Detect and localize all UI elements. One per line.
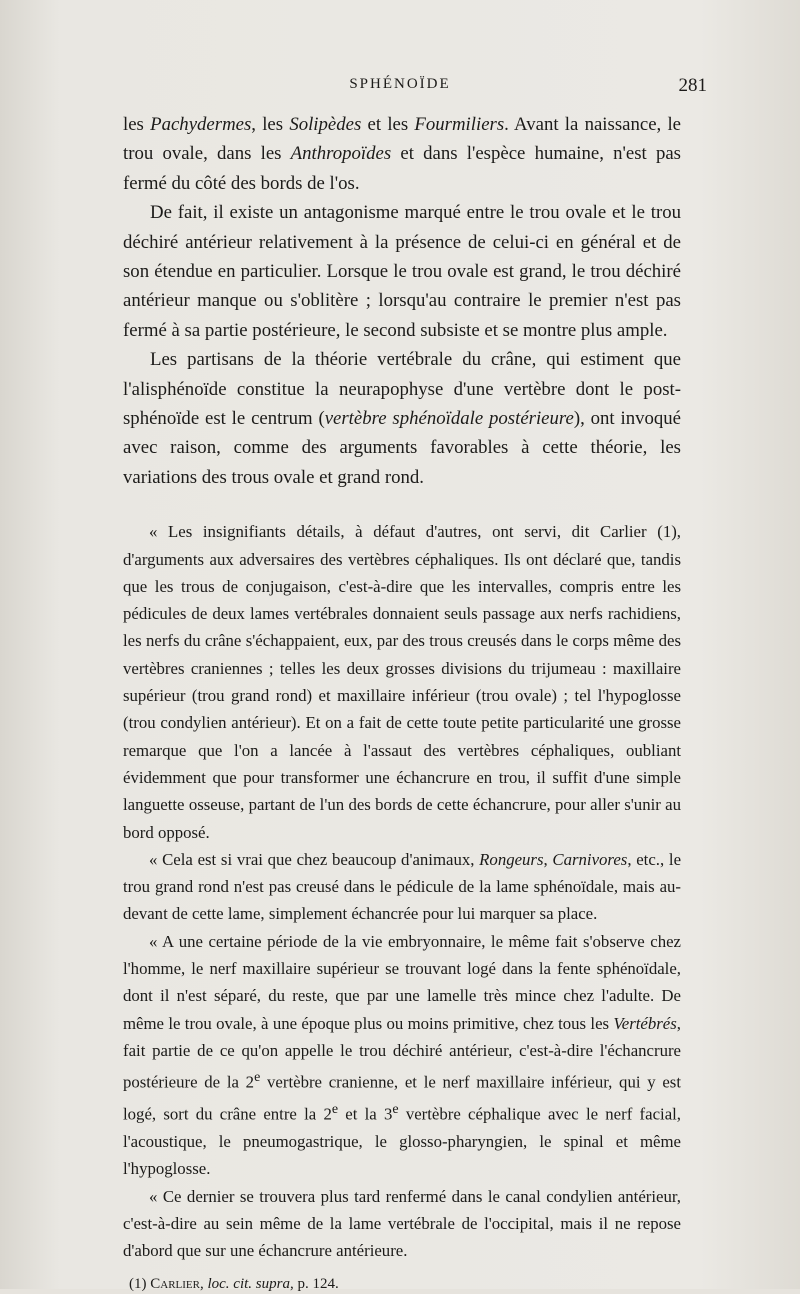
page-number: 281 bbox=[678, 75, 707, 96]
text-run: , fait partie de ce qu'on appelle le trou déchiré antérieur, c'est-à-dire l'échancrure postérieure de la 2 bbox=[123, 1013, 681, 1092]
italic-term: Solipèdes bbox=[289, 114, 362, 135]
running-title: SPHÉNOÏDE bbox=[349, 76, 451, 92]
quote-paragraph-3 bbox=[123, 928, 681, 1183]
ordinal-superscript: e bbox=[331, 1102, 339, 1118]
text-run: , bbox=[543, 849, 553, 869]
italic-term: Fourmiliers bbox=[414, 114, 505, 135]
running-head bbox=[0, 76, 800, 104]
footnote-author: Carlier bbox=[150, 1276, 200, 1293]
footnote-marker: (1) bbox=[129, 1276, 151, 1293]
text-run: Les partisans de la théorie vertébrale du crâne, qui estiment que l'alisphénoïde constitue la neurapophyse d'une vertèbre dont le post-sphénoïde est le centrum ( bbox=[123, 349, 681, 430]
quote-paragraph-2 bbox=[123, 846, 681, 928]
text-run: , bbox=[199, 1276, 208, 1293]
paragraph-3 bbox=[123, 345, 681, 492]
ordinal-superscript: e bbox=[392, 1102, 399, 1118]
text-run: , etc., le trou grand rond n'est pas creusé dans le pédicule de la lame sphénoïdale, mais au-devant de cette lame, simplement échancrée pour lui marquer sa place. bbox=[123, 849, 682, 924]
text-run: , p. 124. bbox=[289, 1276, 339, 1293]
main-text bbox=[123, 110, 681, 492]
text-run: vertèbre céphalique avec le nerf facial, l'acoustique, le pneumogastrique, le glosso-pharyngien, le spinal et même l'hypoglosse. bbox=[123, 1104, 681, 1179]
body-text bbox=[123, 110, 681, 1294]
italic-term: Vertébrés bbox=[613, 1013, 677, 1033]
paragraph-2: De fait, il existe un antagonisme marqué entre le trou ovale et le trou déchiré antérieur relativement à la présence de celui-ci en général et de son étendue en particulier. Lorsque le trou ovale est grand, le trou déchiré antérieur manque ou s'oblitère ; lorsqu'au contraire le premier n'est pas fermé à sa partie postérieure, le second subsiste et se montre plus ample. bbox=[123, 202, 681, 341]
quote-paragraph-1: « Les insignifiants détails, à défaut d'autres, ont servi, dit Carlier (1), d'arguments aux adversaires des vertèbres céphaliques. Ils ont déclaré que, tandis que les trous de conjugaison, c'est-à-dire que les intervalles, compris entre les pédicules de deux lames vertébrales donnaient seuls passage aux nerfs rachidiens, les nerfs du crâne s'échappaient, eux, par des trous creusés dans le corps même des vertèbres craniennes ; telles les deux grosses divisions du trijumeau : maxillaire supérieur (trou grand rond) et maxillaire inférieur (trou ovale) ; tel l'hypoglosse (trou condylien antérieur). Et on a fait de cette toute petite particularité une grosse remarque que l'on a lancée à l'assaut des vertèbres céphaliques, oubliant évidemment que pour transformer une échancrure en trou, il suffit d'une simple languette osseuse, partant de l'un des bords de cette échancrure, pour aller s'unir au bord opposé. bbox=[123, 522, 681, 842]
paragraph-1 bbox=[123, 110, 681, 198]
text-run: . Avant la naissance, le trou ovale, dans les bbox=[123, 114, 682, 165]
quote-paragraph-4: « Ce dernier se trouvera plus tard renfermé dans le canal condylien antérieur, c'est-à-dire au sein même de la lame vertébrale de l'occipital, mais il ne repose d'abord que sur une échancrure antérieure. bbox=[123, 1186, 681, 1261]
italic-term: Rongeurs bbox=[479, 849, 544, 869]
italic-term: Pachydermes bbox=[150, 114, 252, 135]
italic-term: Carnivores bbox=[552, 849, 628, 869]
italic-term: vertèbre sphénoïdale postérieure bbox=[324, 408, 574, 430]
quotation-block bbox=[123, 518, 681, 1264]
text-run: vertèbre cranienne, et le nerf maxillaire inférieur, qui y est logé, sort du crâne entre la 2 bbox=[123, 1072, 681, 1124]
ordinal-superscript: e bbox=[254, 1070, 261, 1086]
text-run: et dans l'espèce humaine, n'est pas fermé du côté des bords de l'os. bbox=[123, 143, 681, 194]
text-run: « Cela est si vrai que chez beaucoup d'animaux, bbox=[149, 849, 480, 869]
text-run: les bbox=[123, 114, 151, 135]
text-run: et les bbox=[361, 114, 415, 135]
text-run: et la 3 bbox=[338, 1104, 393, 1124]
italic-term: Anthropoïdes bbox=[290, 143, 392, 165]
text-run: ), ont invoqué avec raison, comme des arguments favorables à cette théorie, les variations des trous ovale et grand rond. bbox=[123, 408, 681, 488]
footnote bbox=[123, 1274, 681, 1294]
footnote-citation: loc. cit. supra bbox=[207, 1276, 290, 1293]
text-run: , les bbox=[251, 114, 290, 135]
text-run: « A une certaine période de la vie embryonnaire, le même fait s'observe chez l'homme, le nerf maxillaire supérieur se trouvant logé dans la fente sphénoïdale, dont il n'est séparé, du reste, que par une lamelle très mince chez l'adulte. De même le trou ovale, à une époque plus ou moins primitive, chez tous les bbox=[123, 931, 681, 1033]
